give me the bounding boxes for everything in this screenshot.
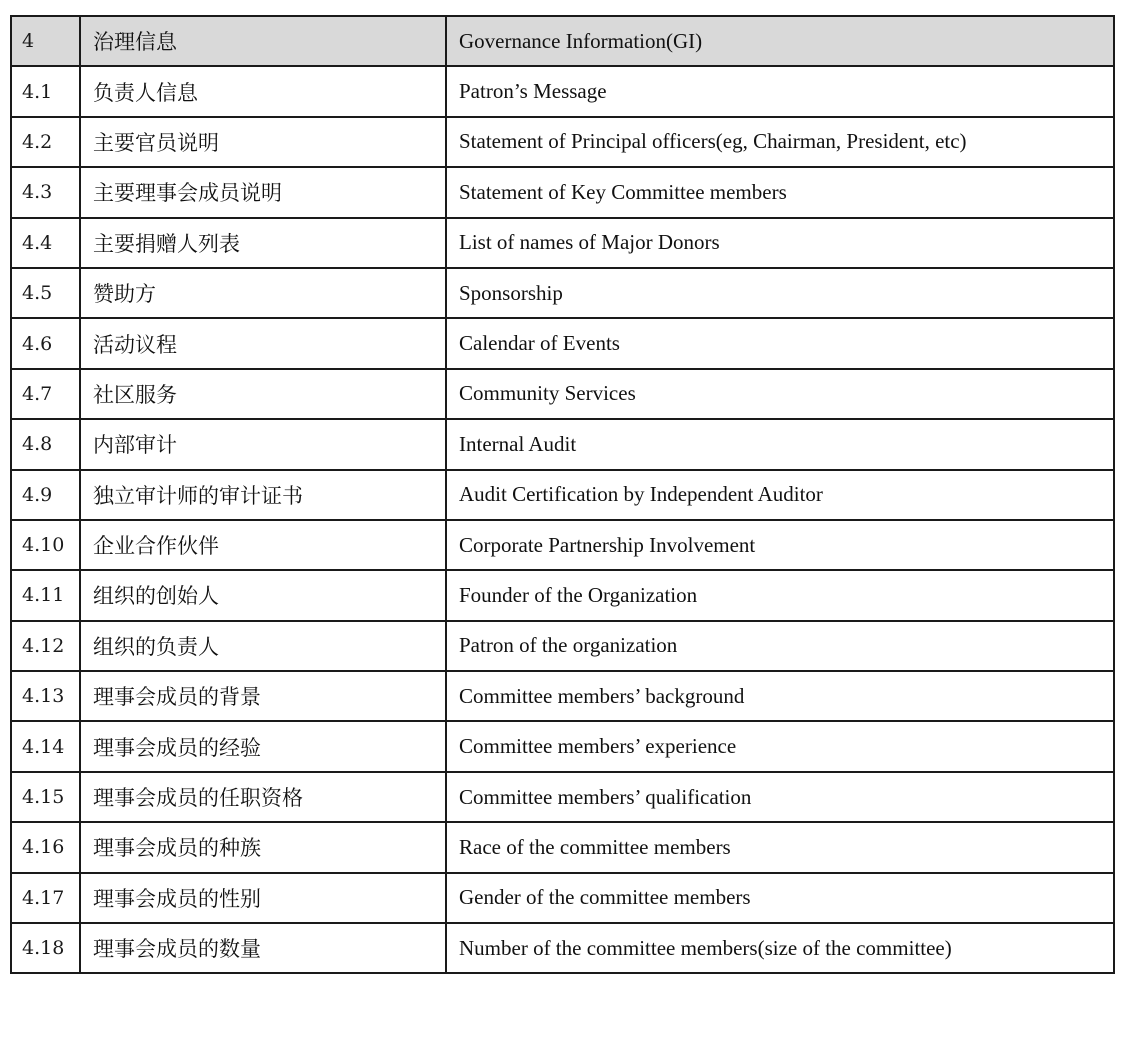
item-number: 4.15: [11, 772, 80, 822]
table-row: [11, 117, 1114, 167]
item-number: 4.9: [11, 470, 80, 520]
table-row: [11, 822, 1114, 872]
item-label-en: List of names of Major Donors: [446, 218, 1114, 268]
item-number: 4.8: [11, 419, 80, 469]
item-number: 4.14: [11, 721, 80, 771]
item-label-en: Committee members’ background: [446, 671, 1114, 721]
item-label-zh: 理事会成员的数量: [80, 923, 446, 973]
item-label-zh: 主要捐赠人列表: [80, 218, 446, 268]
item-number: 4.18: [11, 923, 80, 973]
item-label-en: Committee members’ experience: [446, 721, 1114, 771]
item-number: 4.16: [11, 822, 80, 872]
item-number: 4.12: [11, 621, 80, 671]
item-label-zh: 主要官员说明: [80, 117, 446, 167]
section-title-zh: 治理信息: [80, 16, 446, 66]
item-label-en: Race of the committee members: [446, 822, 1114, 872]
item-label-en: Statement of Principal officers(eg, Chairman, President, etc): [446, 117, 1114, 167]
item-number: 4.13: [11, 671, 80, 721]
table-row: [11, 772, 1114, 822]
item-label-zh: 负责人信息: [80, 66, 446, 116]
item-number: 4.2: [11, 117, 80, 167]
item-label-en: Audit Certification by Independent Auditor: [446, 470, 1114, 520]
item-label-zh: 组织的创始人: [80, 570, 446, 620]
item-label-en: Internal Audit: [446, 419, 1114, 469]
item-label-zh: 主要理事会成员说明: [80, 167, 446, 217]
item-label-en: Community Services: [446, 369, 1114, 419]
table-row: [11, 470, 1114, 520]
governance-table: [10, 15, 1115, 974]
item-label-en: Calendar of Events: [446, 318, 1114, 368]
governance-table-body: [11, 16, 1114, 973]
section-number: 4: [11, 16, 80, 66]
item-number: 4.4: [11, 218, 80, 268]
item-label-en: Statement of Key Committee members: [446, 167, 1114, 217]
item-number: 4.11: [11, 570, 80, 620]
table-row: [11, 318, 1114, 368]
item-number: 4.7: [11, 369, 80, 419]
table-row: [11, 419, 1114, 469]
item-label-en: Gender of the committee members: [446, 873, 1114, 923]
item-label-zh: 理事会成员的任职资格: [80, 772, 446, 822]
item-label-zh: 理事会成员的经验: [80, 721, 446, 771]
table-row: [11, 570, 1114, 620]
table-header-row: [11, 16, 1114, 66]
item-label-zh: 企业合作伙伴: [80, 520, 446, 570]
item-label-zh: 赞助方: [80, 268, 446, 318]
item-number: 4.1: [11, 66, 80, 116]
table-row: [11, 167, 1114, 217]
item-label-zh: 内部审计: [80, 419, 446, 469]
item-label-zh: 组织的负责人: [80, 621, 446, 671]
section-title-en: Governance Information(GI): [446, 16, 1114, 66]
item-label-zh: 社区服务: [80, 369, 446, 419]
item-label-zh: 独立审计师的审计证书: [80, 470, 446, 520]
item-number: 4.17: [11, 873, 80, 923]
item-label-en: Committee members’ qualification: [446, 772, 1114, 822]
table-row: [11, 520, 1114, 570]
table-row: [11, 873, 1114, 923]
item-label-en: Patron of the organization: [446, 621, 1114, 671]
table-row: [11, 923, 1114, 973]
table-row: [11, 671, 1114, 721]
item-number: 4.3: [11, 167, 80, 217]
item-label-zh: 理事会成员的背景: [80, 671, 446, 721]
table-row: [11, 621, 1114, 671]
item-label-en: Sponsorship: [446, 268, 1114, 318]
table-row: [11, 66, 1114, 116]
table-row: [11, 218, 1114, 268]
item-label-en: Number of the committee members(size of the committee): [446, 923, 1114, 973]
item-label-en: Founder of the Organization: [446, 570, 1114, 620]
table-row: [11, 369, 1114, 419]
item-number: 4.6: [11, 318, 80, 368]
item-number: 4.10: [11, 520, 80, 570]
table-row: [11, 721, 1114, 771]
item-label-en: Corporate Partnership Involvement: [446, 520, 1114, 570]
table-row: [11, 268, 1114, 318]
item-label-zh: 理事会成员的种族: [80, 822, 446, 872]
item-label-zh: 理事会成员的性别: [80, 873, 446, 923]
item-number: 4.5: [11, 268, 80, 318]
item-label-zh: 活动议程: [80, 318, 446, 368]
item-label-en: Patron’s Message: [446, 66, 1114, 116]
